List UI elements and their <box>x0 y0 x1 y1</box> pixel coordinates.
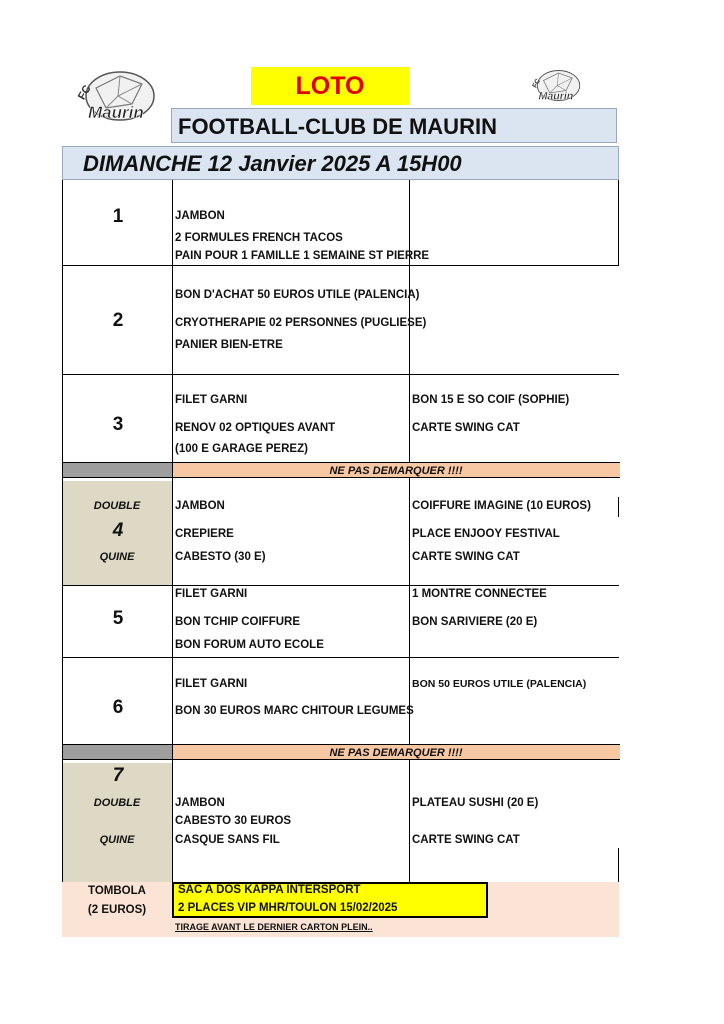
prize-item: CABESTO (30 E) <box>175 551 266 563</box>
prize-item: CABESTO 30 EUROS <box>175 815 292 827</box>
grid-line <box>172 180 173 882</box>
tombola-prize: SAC A DOS KAPPA INTERSPORT <box>178 884 361 896</box>
club-logo-left-graphic <box>72 68 160 132</box>
svg-text:Maurin: Maurin <box>538 90 574 103</box>
club-logo-right-graphic <box>526 68 586 108</box>
quine-label: QUINE <box>99 551 135 563</box>
quine-label: QUINE <box>99 834 135 846</box>
prize-item: BON FORUM AUTO ECOLE <box>175 639 324 651</box>
prize-item: 2 FORMULES FRENCH TACOS <box>175 232 343 244</box>
prize-item: CARTE SWING CAT <box>412 834 520 846</box>
no-mark-banner: NE PAS DEMARQUER !!!! <box>172 462 620 478</box>
prize-item: BON 30 EUROS MARC CHITOUR LEGUMES <box>175 705 414 717</box>
tombola-prize: 2 PLACES VIP MHR/TOULON 15/02/2025 <box>178 902 398 914</box>
prize-item: JAMBON <box>175 500 225 512</box>
grid-line <box>618 180 619 265</box>
row-number: 6 <box>112 697 124 718</box>
loto-title: LOTO <box>251 67 409 105</box>
prize-item: FILET GARNI <box>175 678 248 690</box>
prize-item: BON 50 EUROS UTILE (PALENCIA) <box>412 678 587 690</box>
banner-spacer <box>62 744 172 760</box>
prize-item: PLACE ENJOOY FESTIVAL <box>412 528 560 540</box>
grid-line <box>62 657 619 658</box>
club-logo-left <box>72 68 160 132</box>
prize-item: PLATEAU SUSHI (20 E) <box>412 797 539 809</box>
prize-item: JAMBON <box>175 797 225 809</box>
grid-line <box>618 497 619 517</box>
row-number: 2 <box>112 310 124 331</box>
grid-line <box>62 180 63 882</box>
prize-item: PAIN POUR 1 FAMILLE 1 SEMAINE ST PIERRE <box>175 250 430 262</box>
club-logo-right <box>526 68 586 108</box>
prize-item: BON D'ACHAT 50 EUROS UTILE (PALENCIA) <box>175 289 420 301</box>
prize-item: RENOV 02 OPTIQUES AVANT <box>175 422 336 434</box>
prize-item: CARTE SWING CAT <box>412 422 520 434</box>
prize-item: PANIER BIEN-ETRE <box>175 339 283 351</box>
prize-item: CASQUE SANS FIL <box>175 834 280 846</box>
row-number: 7 <box>112 765 124 786</box>
prize-item: CARTE SWING CAT <box>412 551 520 563</box>
row-number: 3 <box>112 414 124 435</box>
banner-spacer <box>62 462 172 478</box>
tombola-price: (2 EUROS) <box>87 904 147 916</box>
svg-text:Maurin: Maurin <box>88 103 144 122</box>
tombola-note: TIRAGE AVANT LE DERNIER CARTON PLEIN.. <box>175 922 373 932</box>
prize-item: (100 E GARAGE PEREZ) <box>175 443 308 455</box>
row-number: 4 <box>112 520 124 541</box>
double-label: DOUBLE <box>93 797 141 809</box>
row-number: 5 <box>112 608 124 629</box>
prize-item: 1 MONTRE CONNECTEE <box>412 588 547 600</box>
svg-text:FC: FC <box>75 83 94 102</box>
double-label: DOUBLE <box>93 500 141 512</box>
event-date: DIMANCHE 12 Janvier 2025 A 15H00 <box>62 146 619 180</box>
club-title: FOOTBALL-CLUB DE MAURIN <box>171 108 617 143</box>
grid-line <box>62 374 619 375</box>
grid-line <box>618 848 619 882</box>
prize-item: BON SARIVIERE (20 E) <box>412 616 538 628</box>
grid-line <box>62 265 619 266</box>
prize-item: JAMBON <box>175 210 225 222</box>
row-number: 1 <box>112 206 124 227</box>
grid-line <box>409 760 410 882</box>
prize-item: CREPIERE <box>175 528 234 540</box>
svg-text:FC: FC <box>531 77 543 90</box>
prize-item: CRYOTHERAPIE 02 PERSONNES (PUGLIESE) <box>175 317 427 329</box>
prize-item: FILET GARNI <box>175 588 248 600</box>
no-mark-banner: NE PAS DEMARQUER !!!! <box>172 744 620 760</box>
prize-item: BON 15 E SO COIF (SOPHIE) <box>412 394 570 406</box>
prize-item: COIFFURE IMAGINE (10 EUROS) <box>412 500 591 512</box>
prize-item: BON TCHIP COIFFURE <box>175 616 301 628</box>
grid-line <box>62 585 619 586</box>
prize-item: FILET GARNI <box>175 394 248 406</box>
tombola-label: TOMBOLA <box>88 885 146 897</box>
